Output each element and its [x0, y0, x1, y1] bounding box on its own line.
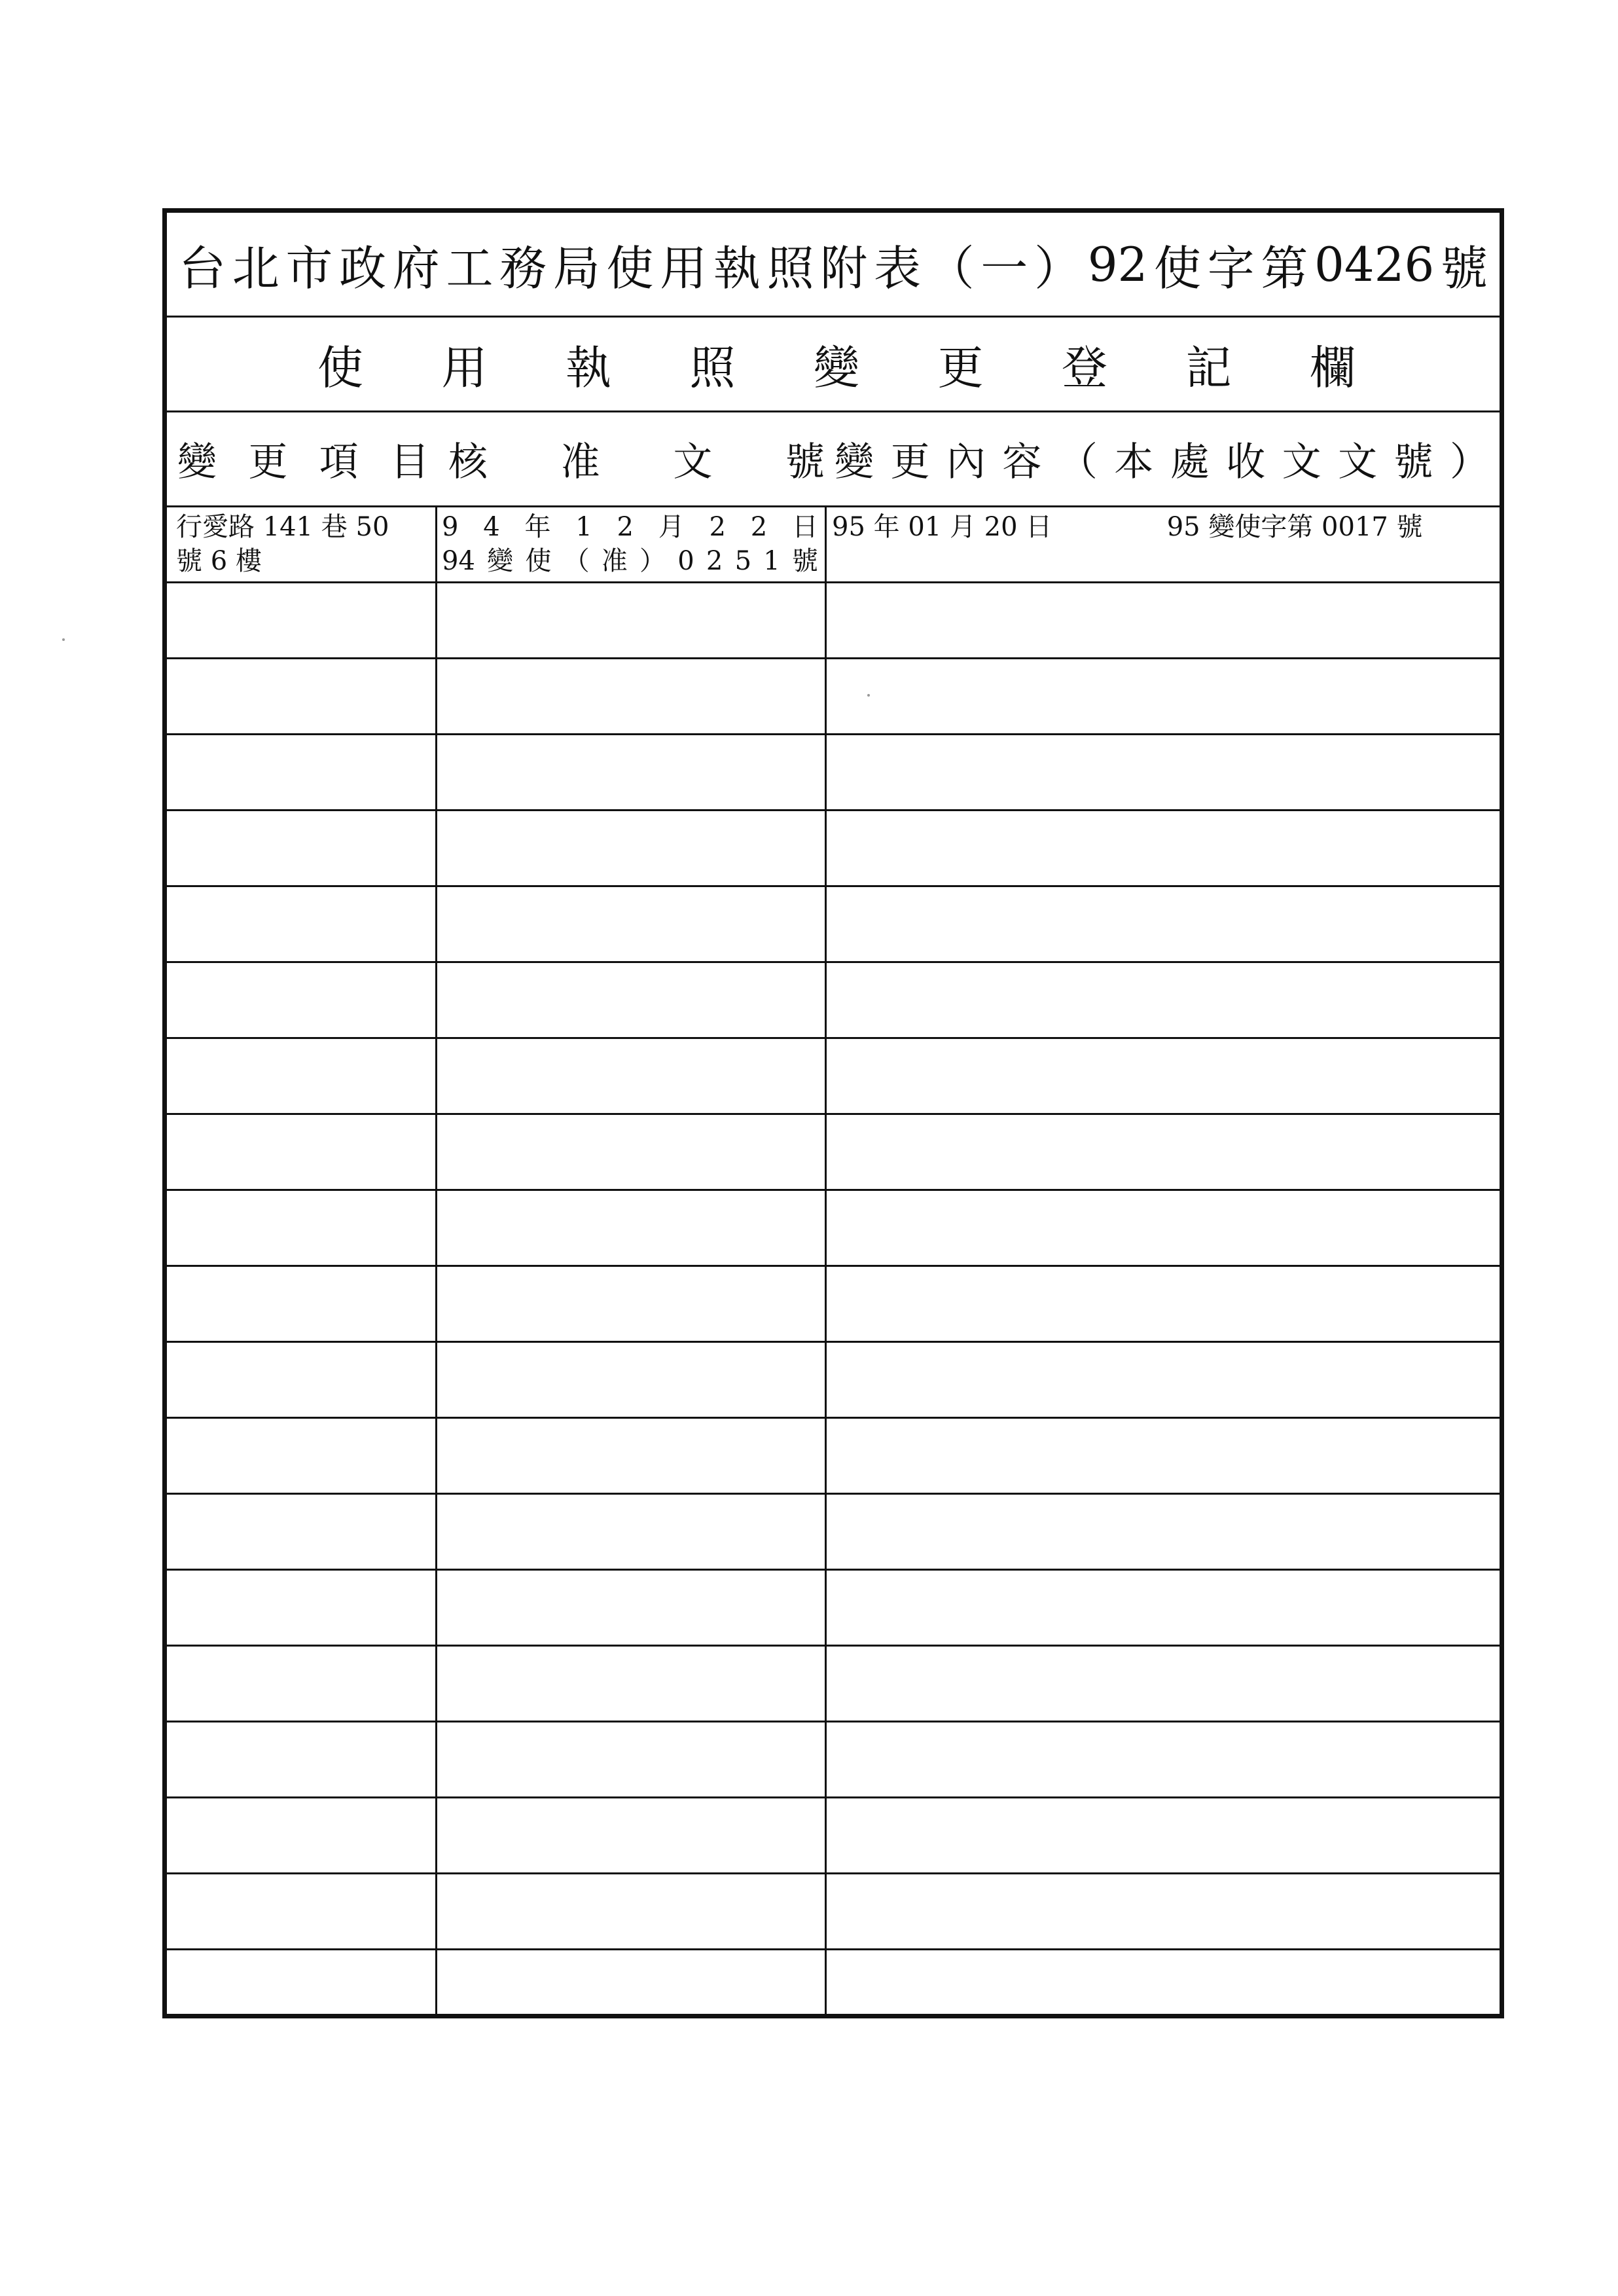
header-glyph: 更 — [890, 439, 930, 485]
header-glyph: （ — [1058, 439, 1098, 485]
form-title-glyph: 92 — [1087, 236, 1148, 292]
header-change-content — [835, 412, 1489, 505]
approval-glyph: ） — [639, 546, 666, 576]
form-title-glyph: 市 — [285, 240, 333, 296]
header-glyph: ） — [1449, 439, 1489, 485]
register-rows — [167, 507, 1500, 2014]
form-title-glyph: ） — [1034, 240, 1082, 296]
header-glyph: 准 — [560, 439, 600, 485]
table-row — [167, 583, 1500, 659]
form-title-glyph: 一 — [980, 240, 1028, 296]
header-approval-number — [448, 412, 825, 505]
table-row — [167, 1495, 1500, 1571]
form-title-glyph: 務 — [499, 240, 547, 296]
entry-approval-date — [442, 510, 818, 544]
approval-glyph: 2 — [706, 546, 723, 576]
approval-glyph: 9 — [442, 512, 459, 542]
table-row — [167, 1798, 1500, 1874]
table-row — [167, 1267, 1500, 1343]
approval-glyph: 使 — [525, 546, 552, 576]
form-subtitle-glyph: 變 — [814, 340, 859, 395]
approval-glyph: 1 — [575, 512, 592, 542]
form-subtitle-glyph: 使 — [317, 340, 363, 395]
header-glyph: 內 — [946, 439, 986, 485]
table-row — [167, 1571, 1500, 1647]
approval-glyph: 准 — [601, 546, 628, 576]
header-glyph: 號 — [785, 439, 825, 485]
table-row — [167, 1039, 1500, 1115]
form-subtitle-glyph: 更 — [937, 340, 984, 395]
form-subtitle-glyph: 欄 — [1310, 340, 1356, 395]
form-title-glyph: 用 — [660, 240, 708, 296]
entry-item-cell — [176, 510, 431, 578]
header-glyph: 文 — [1338, 439, 1378, 485]
form-subtitle-band — [167, 318, 1500, 412]
header-glyph: 文 — [673, 439, 713, 485]
form-subtitle-glyph: 記 — [1185, 340, 1232, 395]
entry-approval-number — [442, 544, 818, 578]
table-row — [167, 1722, 1500, 1798]
table-row — [167, 507, 1500, 583]
form-title-glyph: 使 — [1153, 240, 1201, 296]
approval-glyph: 日 — [791, 512, 818, 542]
approval-glyph: 號 — [791, 546, 818, 576]
approval-glyph: 月 — [658, 512, 685, 542]
form-title-glyph: 第 — [1261, 240, 1308, 296]
form-subtitle — [317, 318, 1356, 410]
table-row — [167, 963, 1500, 1039]
entry-content-date: 95 年 01 月 20 日 — [832, 512, 1052, 542]
form-title-glyph: 台 — [179, 240, 226, 296]
form-title-glyph: 局 — [552, 240, 600, 296]
table-row — [167, 1343, 1500, 1419]
header-glyph: 核 — [448, 439, 488, 485]
header-glyph: 本 — [1114, 439, 1154, 485]
form-title-band — [167, 213, 1500, 318]
entry-content-cell — [832, 510, 1486, 544]
approval-glyph: （ — [563, 546, 590, 576]
header-glyph: 變 — [835, 439, 874, 485]
form-title-glyph: 號 — [1440, 240, 1488, 296]
table-row — [167, 811, 1500, 887]
form-title-glyph: 執 — [713, 240, 761, 296]
header-glyph: 變 — [177, 439, 217, 485]
form-subtitle-glyph: 執 — [566, 340, 611, 395]
form-title-glyph: 府 — [392, 240, 440, 296]
header-glyph: 目 — [389, 439, 429, 485]
header-change-item — [177, 412, 429, 505]
form-title-glyph: 政 — [339, 240, 387, 296]
form-title — [179, 213, 1488, 316]
approval-glyph: 2 — [750, 512, 768, 542]
header-glyph: 容 — [1002, 439, 1042, 485]
form-subtitle-glyph: 登 — [1062, 340, 1107, 395]
approval-glyph: 4 — [483, 512, 500, 542]
table-row — [167, 1115, 1500, 1191]
header-glyph: 項 — [319, 439, 359, 485]
table-row — [167, 887, 1500, 963]
form-sheet — [162, 208, 1504, 2018]
form-title-glyph: 0426 — [1314, 236, 1435, 292]
table-row — [167, 1874, 1500, 1950]
form-title-glyph: 北 — [232, 240, 279, 296]
form-subtitle-glyph: 用 — [441, 340, 488, 395]
approval-glyph: 5 — [734, 546, 752, 576]
approval-glyph: 1 — [763, 546, 780, 576]
entry-item-line1: 行愛路 141 巷 50 — [176, 512, 389, 542]
approval-glyph: 變 — [487, 546, 514, 576]
header-glyph: 處 — [1170, 439, 1210, 485]
scan-speck — [62, 638, 65, 641]
entry-item-line2: 號 6 樓 — [176, 546, 262, 576]
scan-speck — [867, 694, 870, 697]
approval-glyph: 2 — [617, 512, 634, 542]
table-row — [167, 1647, 1500, 1722]
form-title-glyph: 工 — [446, 240, 494, 296]
approval-glyph: 0 — [677, 546, 694, 576]
table-row — [167, 1419, 1500, 1495]
approval-glyph: 94 — [442, 546, 475, 576]
approval-glyph: 年 — [524, 512, 551, 542]
table-row — [167, 735, 1500, 811]
form-title-glyph: 字 — [1207, 240, 1255, 296]
header-glyph: 號 — [1393, 439, 1433, 485]
form-subtitle-glyph: 照 — [689, 340, 736, 395]
form-title-glyph: 附 — [820, 240, 868, 296]
entry-content-doc-number: 95 變使字第 0017 號 — [1166, 512, 1423, 542]
entry-approval-cell — [442, 510, 818, 578]
header-glyph: 文 — [1282, 439, 1321, 485]
approval-glyph: 2 — [709, 512, 726, 542]
table-row — [167, 659, 1500, 735]
column-header-band — [167, 412, 1500, 507]
table-row — [167, 1191, 1500, 1267]
form-title-glyph: 表 — [873, 240, 921, 296]
form-title-glyph: 照 — [766, 240, 814, 296]
form-title-glyph: 使 — [606, 240, 654, 296]
header-glyph: 更 — [248, 439, 288, 485]
header-glyph: 收 — [1226, 439, 1266, 485]
form-title-glyph: （ — [927, 240, 975, 296]
